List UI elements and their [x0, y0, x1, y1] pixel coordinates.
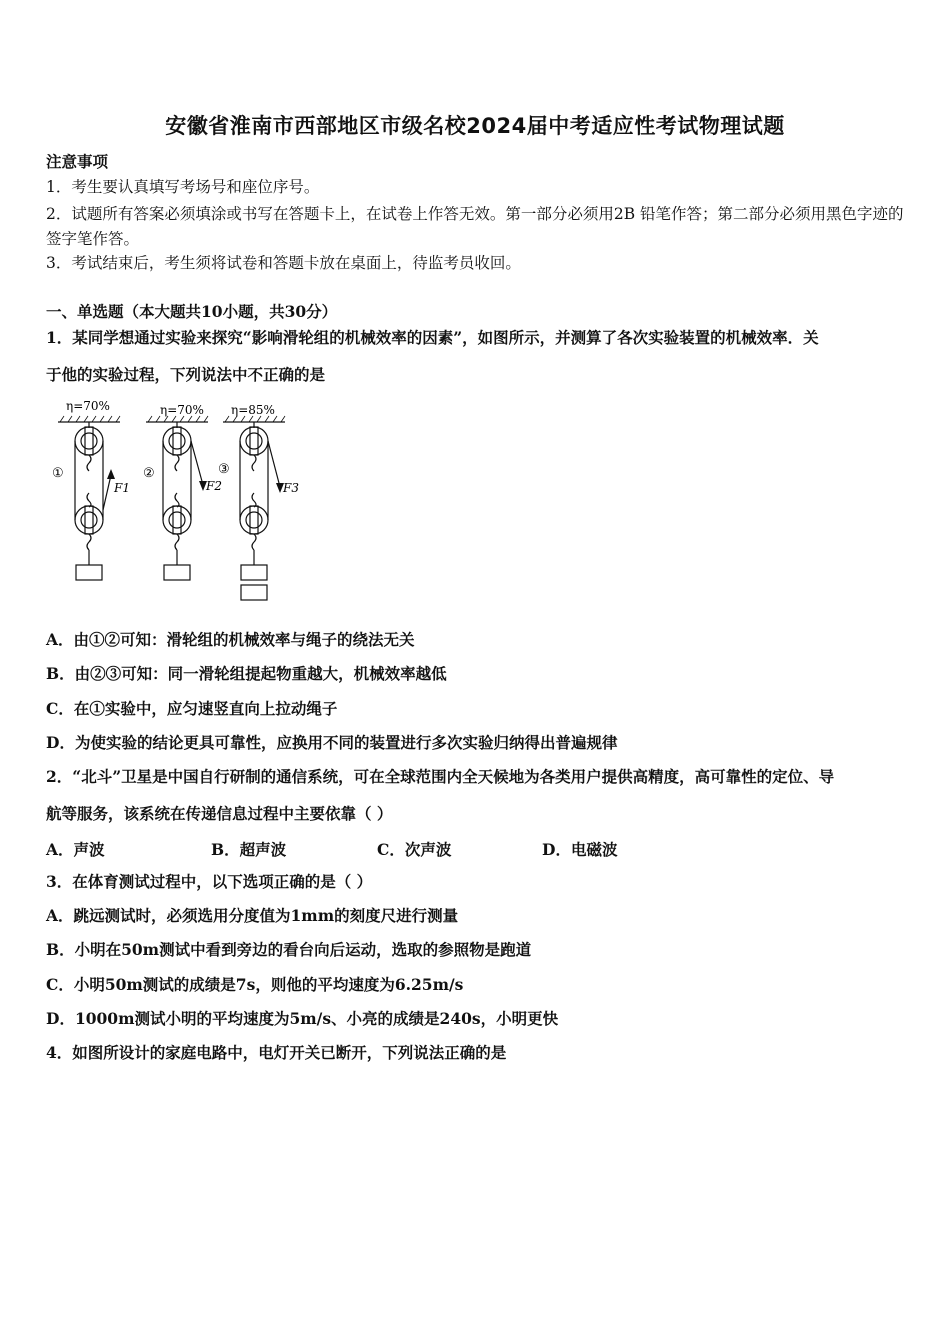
q4-stem: 4．如图所设计的家庭电路中，电灯开关已断开，下列说法正确的是: [46, 1043, 507, 1062]
notice-item-2: 2．试题所有答案必须填涂或书写在答题卡上，在试卷上作答无效。第一部分必须用2B 铅笔作答；第二部分必须用黑色字迹的签字笔作答。: [46, 205, 904, 248]
pulley-diagram: [48, 395, 308, 610]
q1-option-c: C．在①实验中，应匀速竖直向上拉动绳子: [46, 699, 338, 718]
q3-option-b: B．小明在50m测试中看到旁边的看台向后运动，选取的参照物是跑道: [46, 940, 532, 959]
q3-option-a: A．跳远测试时，必须选用分度值为1mm的刻度尺进行测量: [46, 906, 459, 925]
q1-stem-line2: 于他的实验过程，下列说法中不正确的是: [46, 365, 326, 384]
pulley-figure: [48, 395, 308, 610]
force-label-3: F3: [283, 481, 299, 495]
q3-option-c: C．小明50m测试的成绩是7s，则他的平均速度为6.25m/s: [46, 975, 464, 994]
setup-number-3: ③: [218, 462, 230, 477]
setup-number-2: ②: [143, 466, 155, 481]
force-label-2: F2: [206, 479, 222, 493]
q1-stem-line1: 1．某同学想通过实验来探究“影响滑轮组的机械效率的因素”，如图所示，并测算了各次实验装置的机械效率．关: [46, 328, 819, 347]
setup-number-1: ①: [52, 466, 64, 481]
q2-stem-line1: 2．“北斗”卫星是中国自行研制的通信系统，可在全球范围内全天候地为各类用户提供高精度，高可靠性的定位、导: [46, 767, 835, 786]
eta-label-3: η=85%: [231, 403, 275, 417]
notice-item-3: 3．考试结束后，考生须将试卷和答题卡放在桌面上，待监考员收回。: [46, 254, 521, 272]
eta-label-1: η=70%: [66, 399, 110, 413]
q2-option-a: A．声波: [46, 840, 105, 859]
q3-option-d: D．1000m测试小明的平均速度为5m/s、小亮的成绩是240s，小明更快: [46, 1009, 559, 1028]
q1-option-a: A．由①②可知：滑轮组的机械效率与绳子的绕法无关: [46, 630, 415, 649]
q2-option-d: D．电磁波: [542, 840, 618, 859]
eta-label-2: η=70%: [160, 403, 204, 417]
notice-heading: 注意事项: [46, 152, 109, 171]
force-label-1: F1: [114, 481, 130, 495]
q1-option-b: B．由②③可知：同一滑轮组提起物重越大，机械效率越低: [46, 664, 447, 683]
section-heading: 一、单选题（本大题共10小题，共30分）: [46, 302, 338, 321]
notice-item-1: 1．考生要认真填写考场号和座位序号。: [46, 178, 320, 196]
q2-option-c: C．次声波: [377, 840, 452, 859]
q2-option-b: B．超声波: [211, 840, 287, 859]
q1-option-d: D．为使实验的结论更具可靠性，应换用不同的装置进行多次实验归纳得出普遍规律: [46, 733, 618, 752]
page-title: 安徽省淮南市西部地区市级名校2024届中考适应性考试物理试题: [165, 114, 785, 138]
q2-stem-line2: 航等服务，该系统在传递信息过程中主要依靠（ ）: [46, 804, 393, 823]
q3-stem: 3．在体育测试过程中，以下选项正确的是（ ）: [46, 872, 373, 891]
